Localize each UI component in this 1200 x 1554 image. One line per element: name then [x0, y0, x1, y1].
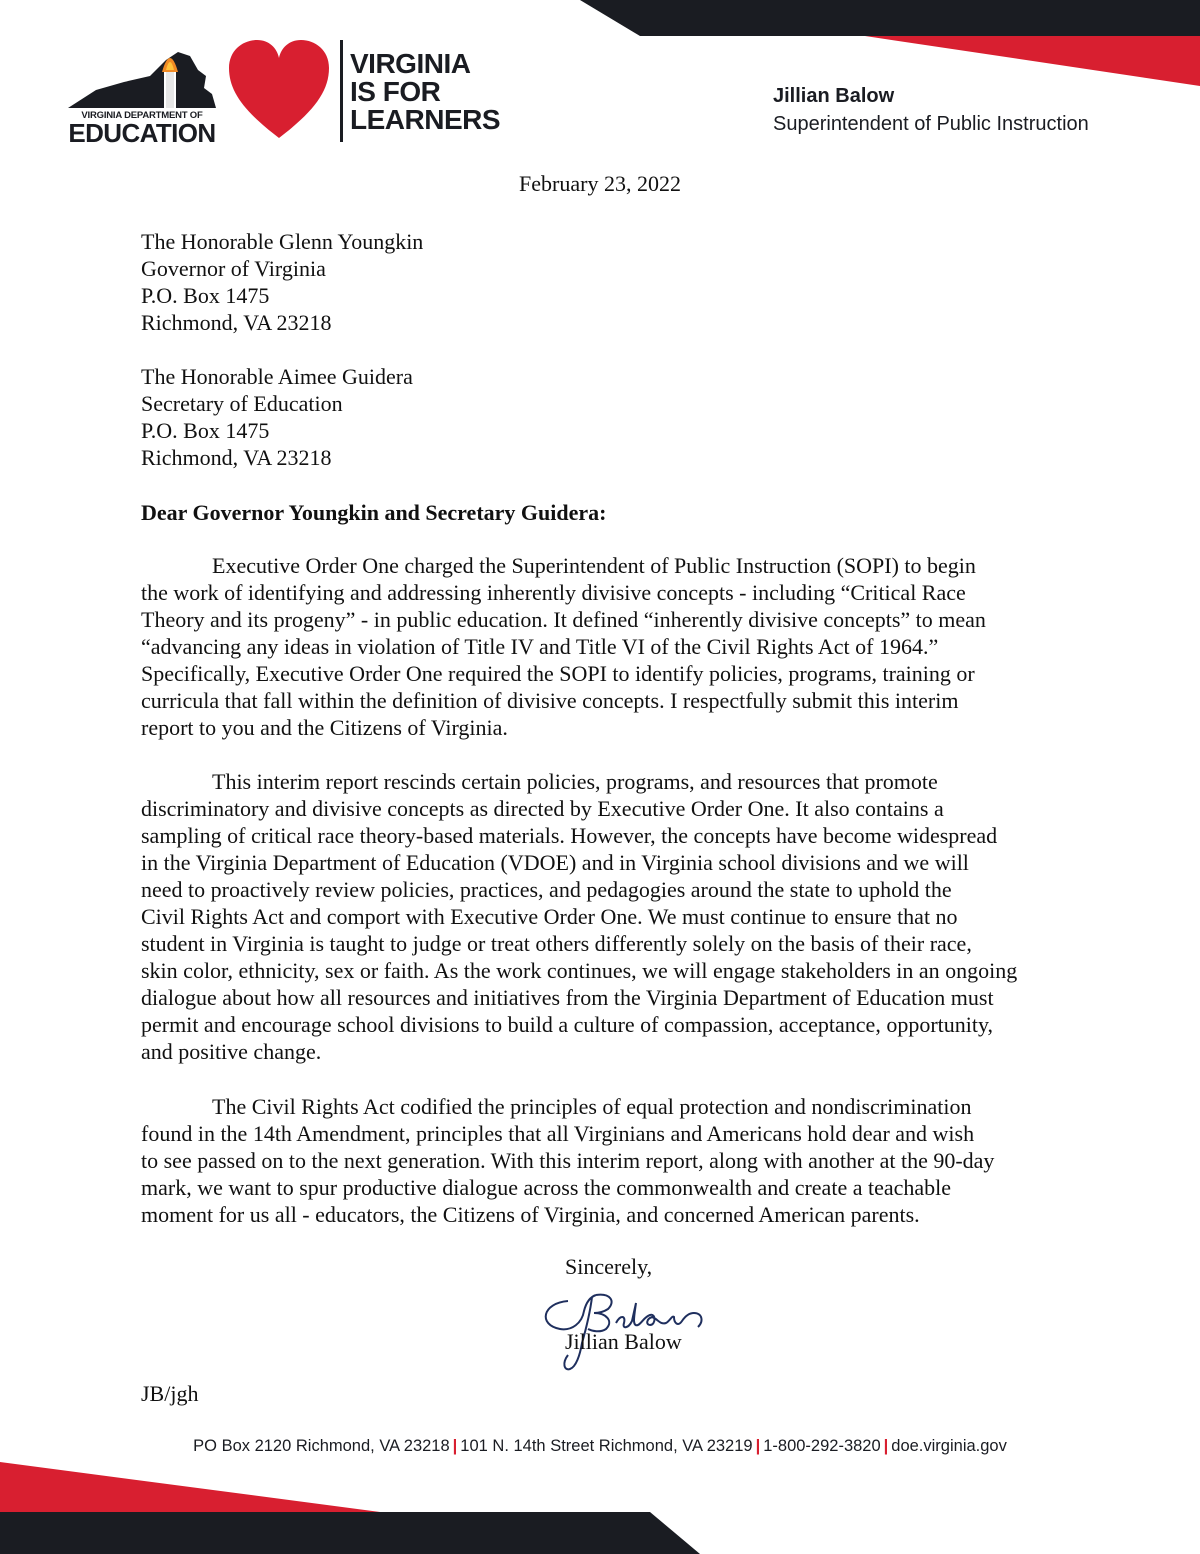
department-small-label: VIRGINIA DEPARTMENT OF — [81, 110, 203, 121]
address-line: Richmond, VA 23218 — [141, 445, 332, 470]
signer-name: Jillian Balow — [565, 1329, 682, 1354]
typist-initials: JB/jgh — [141, 1381, 199, 1406]
footer-separator: | — [755, 1437, 761, 1455]
paragraph-line: curricula that fall within the definition of divisive concepts. I respectfully submit this interim — [141, 688, 959, 713]
address-line: P.O. Box 1475 — [141, 283, 270, 308]
paragraph-line: and positive change. — [141, 1039, 322, 1064]
paragraph-line: Executive Order One charged the Superintendent of Public Instruction (SOPI) to begin — [212, 553, 976, 578]
wordmark-line: IS FOR — [350, 76, 441, 107]
paragraph-line: mark, we want to spur productive dialogue across the commonwealth and create a teachable — [141, 1175, 952, 1200]
paragraph-line: the work of identifying and addressing inherently divisive concepts - including “Critical Race — [141, 580, 966, 605]
body-paragraph-1 — [141, 552, 1066, 741]
address-line: Secretary of Education — [141, 391, 343, 416]
virginia-map-torch-icon — [66, 42, 218, 112]
wordmark-line: VIRGINIA — [350, 48, 471, 79]
footer-po-box: PO Box 2120 Richmond, VA 23218 — [193, 1437, 450, 1455]
paragraph-line: student in Virginia is taught to judge or treat others differently solely on the basis of their race, — [141, 931, 972, 956]
paragraph-line: in the Virginia Department of Education (VDOE) and in Virginia school divisions and we will — [141, 850, 969, 875]
top-dark-band — [580, 0, 1200, 36]
heart-icon — [227, 38, 331, 140]
top-red-band — [865, 36, 1200, 86]
address-line: Governor of Virginia — [141, 256, 326, 281]
vdoe-logo — [66, 42, 218, 146]
paragraph-line: skin color, ethnicity, sex or faith. As the work continues, we will engage stakeholders in an ongoing — [141, 958, 1018, 983]
paragraph-line: This interim report rescinds certain policies, programs, and resources that promote — [212, 769, 938, 794]
body-paragraph-3 — [141, 1093, 1066, 1228]
paragraph-line: permit and encourage school divisions to build a culture of compassion, acceptance, opportunity, — [141, 1012, 994, 1037]
bottom-dark-band — [0, 1512, 700, 1554]
paragraph-line: dialogue about how all resources and initiatives from the Virginia Department of Education must — [141, 985, 994, 1010]
recipient-address-governor — [141, 228, 423, 336]
address-line: Richmond, VA 23218 — [141, 310, 332, 335]
paragraph-line: Specifically, Executive Order One required the SOPI to identify policies, programs, training or — [141, 661, 975, 686]
paragraph-line: Theory and its progeny” - in public education. It defined “inherently divisive concepts” to mean — [141, 607, 986, 632]
paragraph-line: need to proactively review policies, practices, and pedagogies around the state to uphold the — [141, 877, 952, 902]
footer-separator: | — [452, 1437, 458, 1455]
paragraph-line: Civil Rights Act and comport with Executive Order One. We must continue to ensure that no — [141, 904, 958, 929]
address-line: The Honorable Aimee Guidera — [141, 364, 413, 389]
letter-date: February 23, 2022 — [519, 171, 681, 196]
paragraph-line: “advancing any ideas in violation of Title IV and Title VI of the Civil Rights Act of 1964.” — [141, 634, 939, 659]
wordmark-line: LEARNERS — [350, 104, 501, 135]
logo-divider — [340, 40, 343, 142]
footer-phone: 1-800-292-3820 — [763, 1437, 881, 1455]
department-big-label: EDUCATION — [68, 118, 216, 148]
paragraph-line: moment for us all - educators, the Citizens of Virginia, and concerned American parents. — [141, 1202, 920, 1227]
footer-contact — [0, 1437, 1200, 1456]
body-paragraph-2 — [141, 768, 1066, 1065]
recipient-address-secretary — [141, 363, 413, 471]
superintendent-title: Superintendent of Public Instruction — [773, 113, 1089, 135]
address-line: P.O. Box 1475 — [141, 418, 270, 443]
paragraph-line: sampling of critical race theory-based materials. However, the concepts have become widespread — [141, 823, 998, 848]
paragraph-line: The Civil Rights Act codified the principles of equal protection and nondiscrimination — [212, 1094, 972, 1119]
virginia-is-for-learners-wordmark — [350, 50, 500, 134]
paragraph-line: report to you and the Citizens of Virginia. — [141, 715, 508, 740]
closing: Sincerely, — [565, 1254, 653, 1279]
paragraph-line: to see passed on to the next generation. With this interim report, along with another at the 90-day — [141, 1148, 995, 1173]
footer-street: 101 N. 14th Street Richmond, VA 23219 — [460, 1437, 753, 1455]
bottom-red-band — [0, 1462, 380, 1512]
superintendent-name: Jillian Balow — [773, 85, 895, 107]
paragraph-line: found in the 14th Amendment, principles that all Virginians and Americans hold dear and wish — [141, 1121, 975, 1146]
salutation: Dear Governor Youngkin and Secretary Guidera: — [141, 500, 607, 525]
footer-website[interactable]: doe.virginia.gov — [891, 1437, 1007, 1455]
paragraph-line: discriminatory and divisive concepts as directed by Executive Order One. It also contains a — [141, 796, 944, 821]
footer-separator: | — [883, 1437, 889, 1455]
address-line: The Honorable Glenn Youngkin — [141, 229, 424, 254]
